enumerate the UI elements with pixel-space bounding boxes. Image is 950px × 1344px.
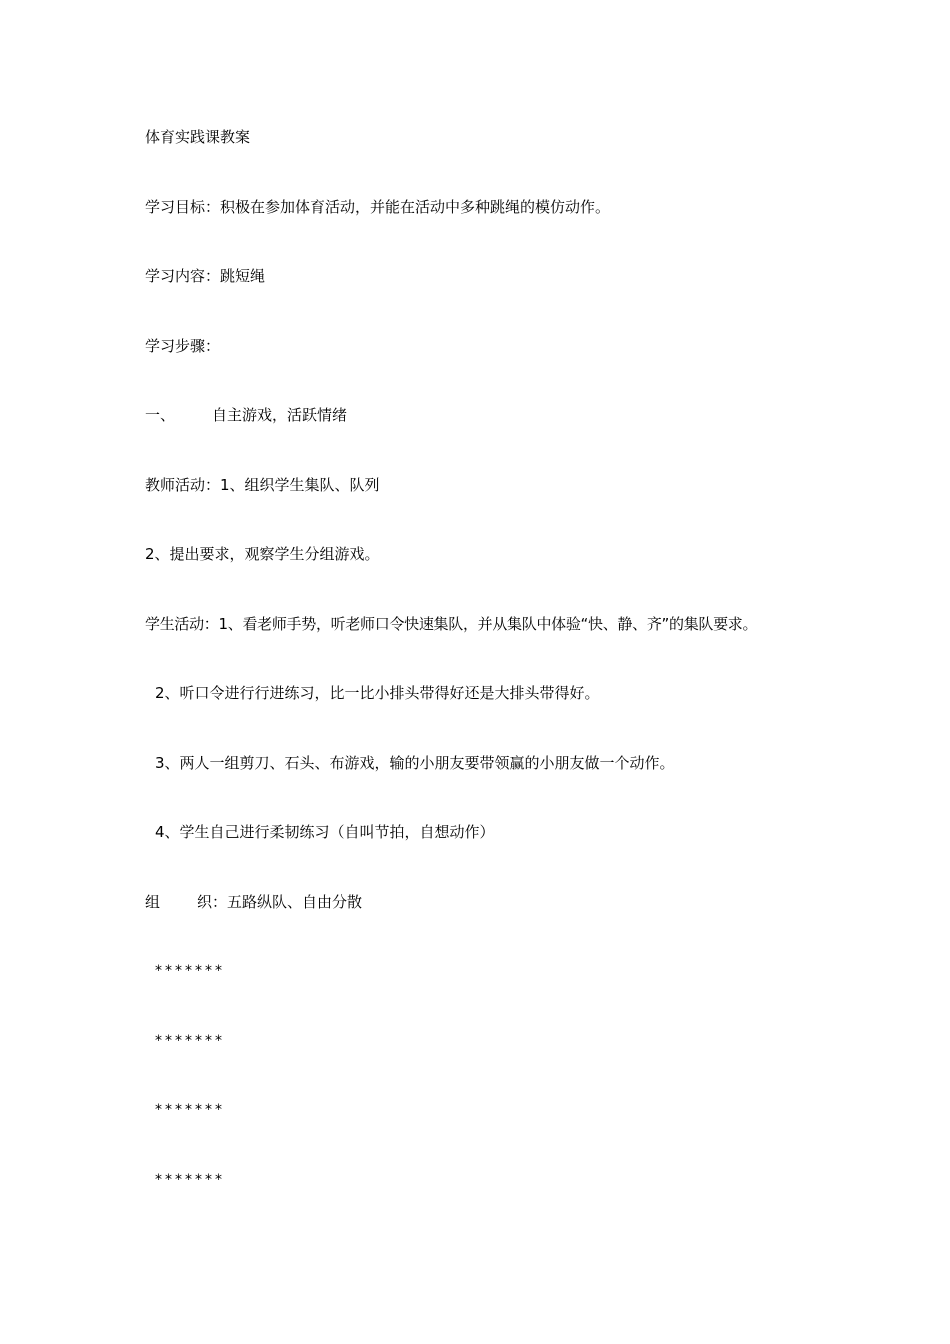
learning-steps-label: 学习步骤： <box>145 337 221 355</box>
formation-row-4: ******* <box>155 1172 225 1188</box>
section-number: 一、 <box>145 406 176 424</box>
student-activity-2: 2、听口令进行行进练习，比一比小排头带得好还是大排头带得好。 <box>155 684 600 702</box>
learning-content: 学习内容：跳短绳 <box>145 267 266 285</box>
formation-row-3: ******* <box>155 1102 225 1118</box>
formation-row-1: ******* <box>155 963 225 979</box>
organization-label-a: 组 <box>145 893 161 911</box>
organization-line <box>145 892 362 912</box>
teacher-activity-1: 教师活动：1、组织学生集队、队列 <box>145 476 380 494</box>
student-activity-3: 3、两人一组剪刀、石头、布游戏，输的小朋友要带领赢的小朋友做一个动作。 <box>155 754 675 772</box>
learning-objective: 学习目标：积极在参加体育活动，并能在活动中多种跳绳的模仿动作。 <box>145 198 611 216</box>
organization-label-b: 织：五路纵队、自由分散 <box>197 893 363 911</box>
section-heading <box>145 405 347 425</box>
document-title: 体育实践课教案 <box>145 128 251 146</box>
formation-row-2: ******* <box>155 1033 225 1049</box>
student-activity-1: 学生活动：1、看老师手势，听老师口令快速集队，并从集队中体验“快、静、齐”的集队要求。 <box>145 615 758 633</box>
student-activity-4: 4、学生自己进行柔韧练习（自叫节拍，自想动作） <box>155 823 495 841</box>
section-title: 自主游戏，活跃情绪 <box>212 406 348 424</box>
teacher-activity-2: 2、提出要求，观察学生分组游戏。 <box>145 545 380 563</box>
